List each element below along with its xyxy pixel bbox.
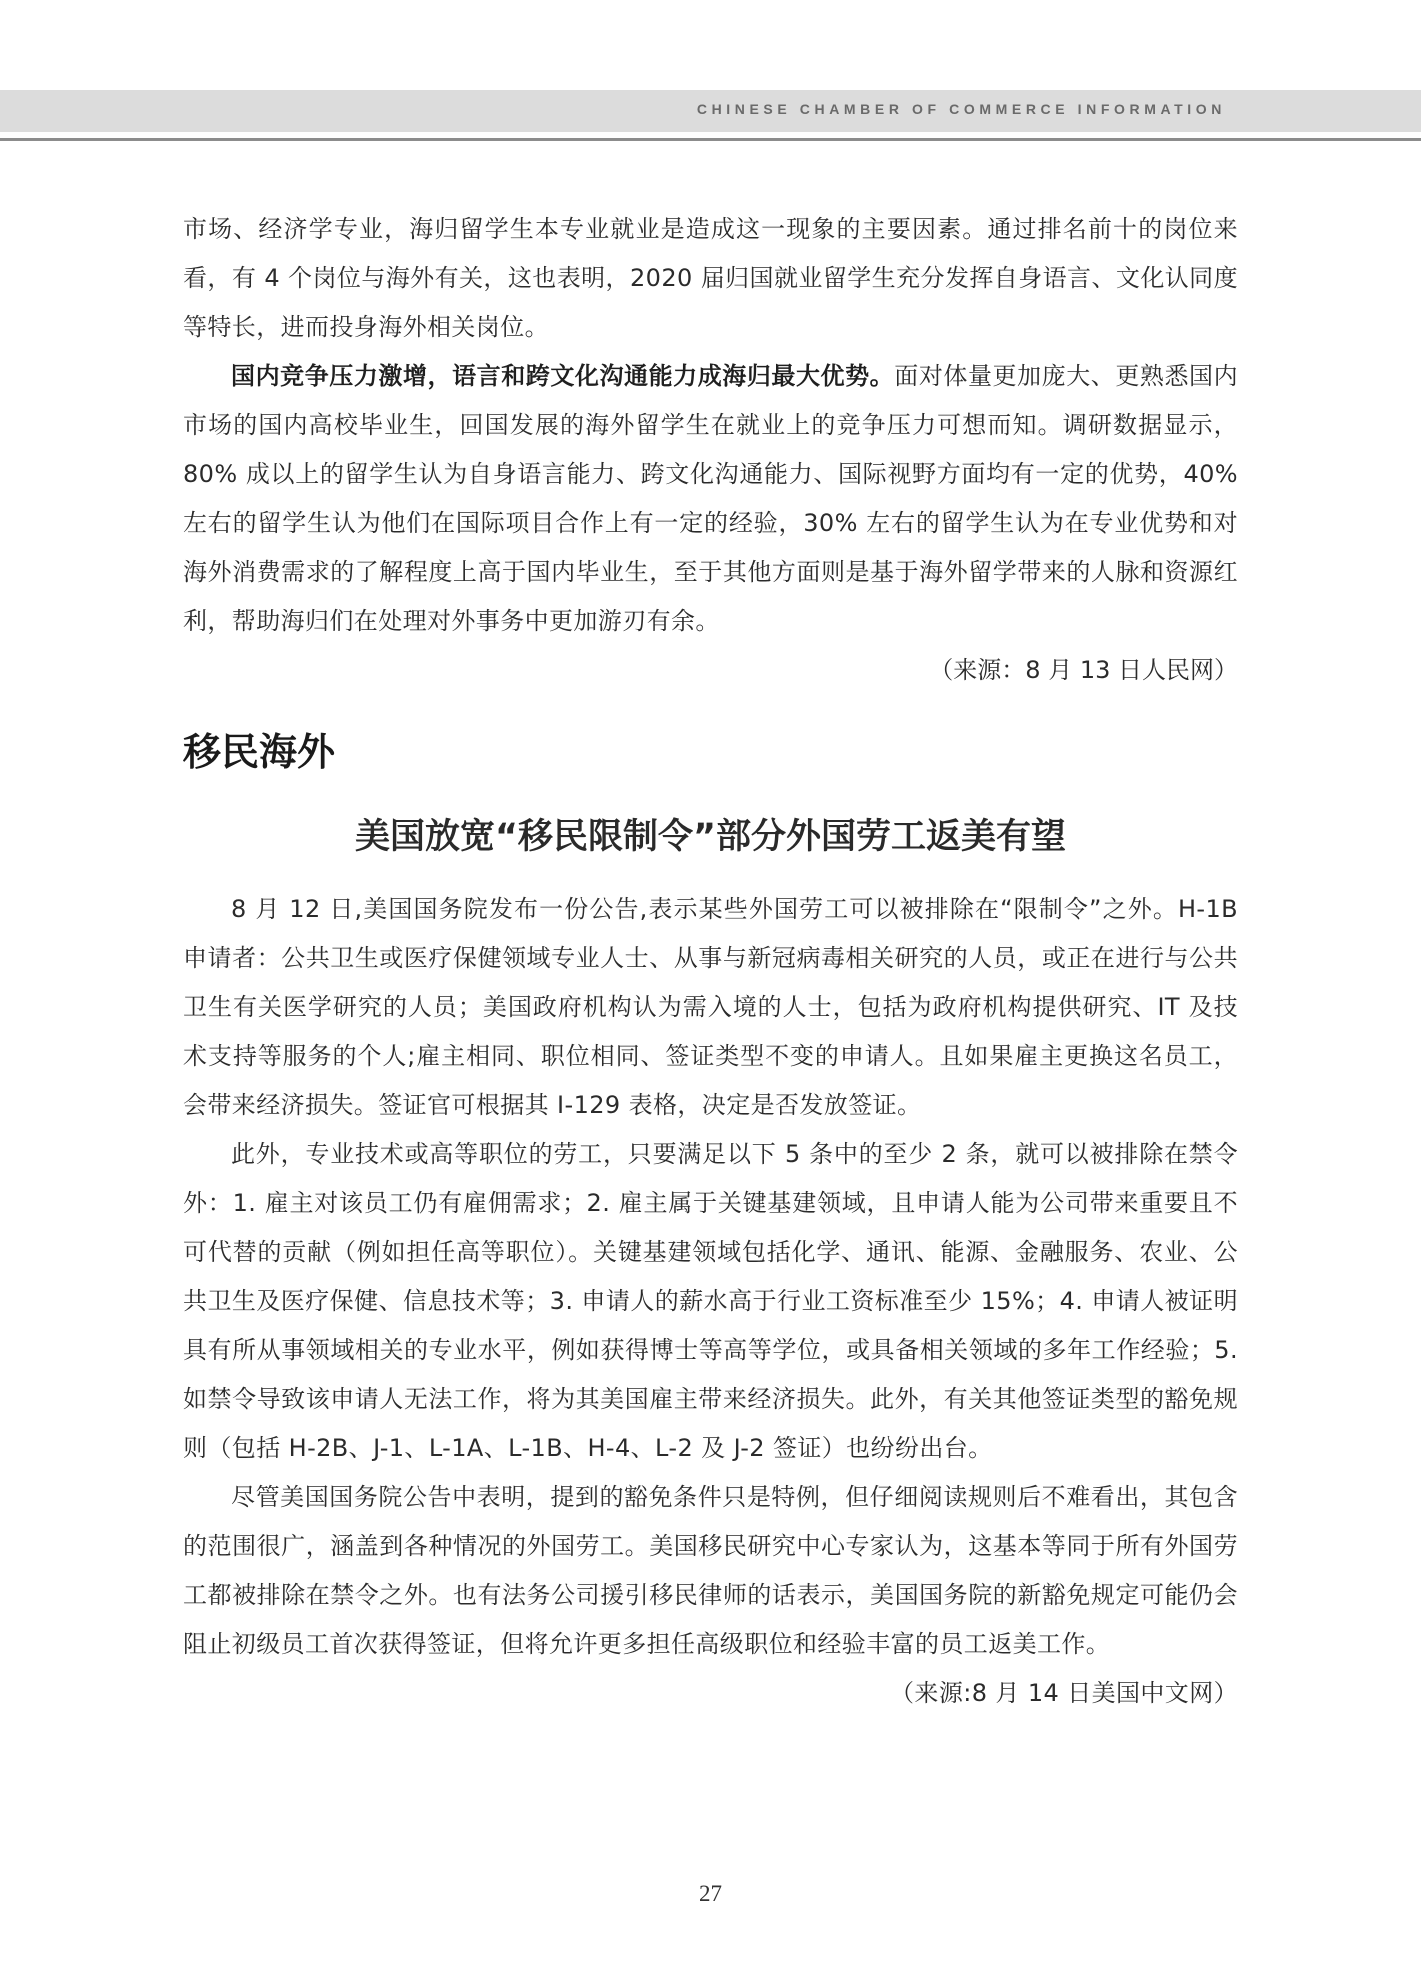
article2-paragraph-3 [183,1473,1238,1707]
article2-source: （来源:8 月 14 日美国中文网） [890,1679,1238,1707]
article1-paragraph-1: 市场、经济学专业，海归留学生本专业就业是造成这一现象的主要因素。通过排名前十的岗位来看，有 4 个岗位与海外有关，这也表明，2020 届归国就业留学生充分发挥自身语言、文化认同度等特长，进而投身海外相关岗位。 [183,215,1238,341]
section-title: 移民海外 [183,729,336,774]
article2-paragraph-3-text: 尽管美国国务院公告中表明，提到的豁免条件只是特例，但仔细阅读规则后不难看出，其包含的范围很广，涵盖到各种情况的外国劳工。美国移民研究中心专家认为，这基本等同于所有外国劳工都被排除在禁令之外。也有法务公司援引移民律师的话表示，美国国务院的新豁免规定可能仍会阻止初级员工首次获得签证，但将允许更多担任高级职位和经验丰富的员工返美工作。 [183,1483,1238,1658]
header-divider [0,138,1421,141]
article2-paragraph-2: 此外，专业技术或高等职位的劳工，只要满足以下 5 条中的至少 2 条，就可以被排除在禁令外：1. 雇主对该员工仍有雇佣需求；2. 雇主属于关键基建领域，且申请人能为公司带来重要且不可代替的贡献（例如担任高等职位）。关键基建领域包括化学、通讯、能源、金融服务、农业、公共卫生及医疗保健、信息技术等；3. 申请人的薪水高于行业工资标准至少 15%；4. 申请人被证明具有所从事领域相关的专业水平，例如获得博士等高等学位，或具备相关领域的多年工作经验；5. 如禁令导致该申请人无法工作，将为其美国雇主带来经济损失。此外，有关其他签证类型的豁免规则（包括 H-2B、J-1、L-1A、L-1B、H-4、L-2 及 J-2 签证）也纷纷出台。 [183,1140,1238,1462]
article1-source: （来源：8 月 13 日人民网） [929,656,1238,684]
article1-paragraph-2 [183,352,1238,646]
running-header: CHINESE CHAMBER OF COMMERCE INFORMATION [696,101,1226,117]
article-title: 美国放宽“移民限制令”部分外国劳工返美有望 [354,817,1066,857]
article1-paragraph-2-lead: 国内竞争压力激增，语言和跨文化沟通能力成海归最大优势。 [231,362,895,390]
page-content [183,205,1238,1718]
article1-paragraph-2-body: 面对体量更加庞大、更熟悉国内市场的国内高校毕业生，回国发展的海外留学生在就业上的竞争压力可想而知。调研数据显示，80% 成以上的留学生认为自身语言能力、跨文化沟通能力、国际视野方面均有一定的优势，40% 左右的留学生认为他们在国际项目合作上有一定的经验，30% 左右的留学生认为在专业优势和对海外消费需求的了解程度上高于国内毕业生，至于其他方面则是基于海外留学带来的人脉和资源红利，帮助海归们在处理对外事务中更加游刃有余。 [183,362,1238,635]
page-number: 27 [699,1881,722,1906]
article2-paragraph-1: 8 月 12 日,美国国务院发布一份公告,表示某些外国劳工可以被排除在“限制令”之外。H-1B 申请者：公共卫生或医疗保健领域专业人士、从事与新冠病毒相关研究的人员，或正在进行与公共卫生有关医学研究的人员；美国政府机构认为需入境的人士，包括为政府机构提供研究、IT 及技术支持等服务的个人;雇主相同、职位相同、签证类型不变的申请人。且如果雇主更换这名员工，会带来经济损失。签证官可根据其 I-129 表格，决定是否发放签证。 [183,895,1238,1119]
